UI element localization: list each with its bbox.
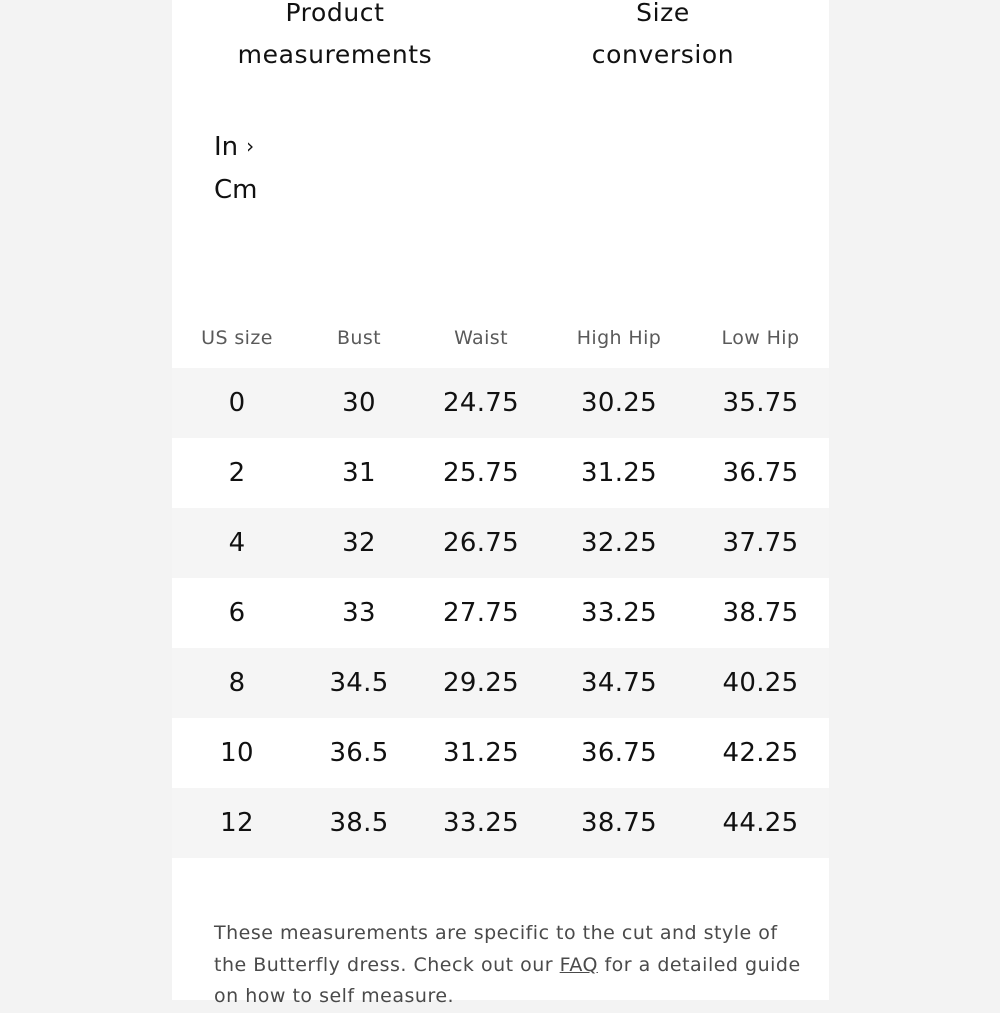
table-header-row <box>172 307 829 368</box>
cell-low-hip: 37.75 <box>722 528 799 558</box>
cell-us-size: 8 <box>228 668 246 698</box>
cell-waist: 27.75 <box>443 598 519 628</box>
tab-size-line-1: Size <box>636 0 690 27</box>
tab-product-line-1: Product <box>285 0 385 27</box>
cell-us-size: 6 <box>228 598 246 628</box>
cell-low-hip: 35.75 <box>722 388 799 418</box>
table-row <box>172 578 829 648</box>
unit-inches-option[interactable] <box>214 126 257 169</box>
column-header-high-hip: High Hip <box>576 326 662 349</box>
unit-centimeters-option[interactable]: Cm <box>214 175 258 205</box>
cell-bust: 36.5 <box>329 738 389 768</box>
table-row <box>172 368 829 438</box>
cell-bust: 34.5 <box>329 668 389 698</box>
column-header-bust: Bust <box>336 326 382 349</box>
cell-us-size: 2 <box>228 458 246 488</box>
note-text-after: for a detailed guide on how to self measure. <box>214 953 801 1007</box>
cell-us-size: 12 <box>220 808 254 838</box>
cell-bust: 32 <box>342 528 376 558</box>
cell-waist: 26.75 <box>443 528 519 558</box>
cell-high-hip: 38.75 <box>581 808 657 838</box>
tab-product-line-2: measurements <box>237 40 433 69</box>
column-header-us-size: US size <box>201 326 273 349</box>
tab-size-line-2: conversion <box>591 40 735 69</box>
cell-waist: 24.75 <box>443 388 519 418</box>
cell-waist: 25.75 <box>443 458 519 488</box>
table-row <box>172 788 829 858</box>
cell-us-size: 10 <box>220 738 254 768</box>
cell-low-hip: 40.25 <box>722 668 799 698</box>
cell-high-hip: 32.25 <box>581 528 657 558</box>
size-guide-panel <box>172 0 829 1007</box>
cell-low-hip: 42.25 <box>722 738 799 768</box>
unit-inches-label: In <box>214 132 239 162</box>
size-table <box>172 307 829 858</box>
tab-product-measurements[interactable] <box>212 0 458 76</box>
unit-selector <box>214 126 257 211</box>
note-text-before: These measurements are specific to the cut and style of the Butterfly dress. Check out our <box>214 922 778 976</box>
cell-high-hip: 34.75 <box>581 668 657 698</box>
tab-bar <box>172 0 829 80</box>
cell-high-hip: 30.25 <box>581 388 657 418</box>
cell-high-hip: 36.75 <box>581 738 657 768</box>
cell-bust: 38.5 <box>329 808 389 838</box>
column-header-low-hip: Low Hip <box>721 326 800 349</box>
measurement-note <box>214 918 804 1013</box>
cell-low-hip: 38.75 <box>722 598 799 628</box>
chevron-right-icon: › <box>246 134 255 158</box>
cell-waist: 29.25 <box>443 668 519 698</box>
column-header-waist: Waist <box>454 326 508 349</box>
table-row <box>172 648 829 718</box>
faq-link[interactable]: FAQ <box>559 953 598 976</box>
cell-high-hip: 33.25 <box>581 598 657 628</box>
cell-us-size: 0 <box>228 388 246 418</box>
cell-us-size: 4 <box>228 528 246 558</box>
cell-low-hip: 44.25 <box>722 808 799 838</box>
table-row <box>172 508 829 578</box>
cell-waist: 31.25 <box>443 738 519 768</box>
cell-bust: 30 <box>342 388 376 418</box>
cell-bust: 33 <box>342 598 376 628</box>
cell-low-hip: 36.75 <box>722 458 799 488</box>
table-row <box>172 718 829 788</box>
table-row <box>172 438 829 508</box>
cell-high-hip: 31.25 <box>581 458 657 488</box>
tab-size-conversion[interactable] <box>560 0 766 76</box>
cell-bust: 31 <box>342 458 376 488</box>
cell-waist: 33.25 <box>443 808 519 838</box>
